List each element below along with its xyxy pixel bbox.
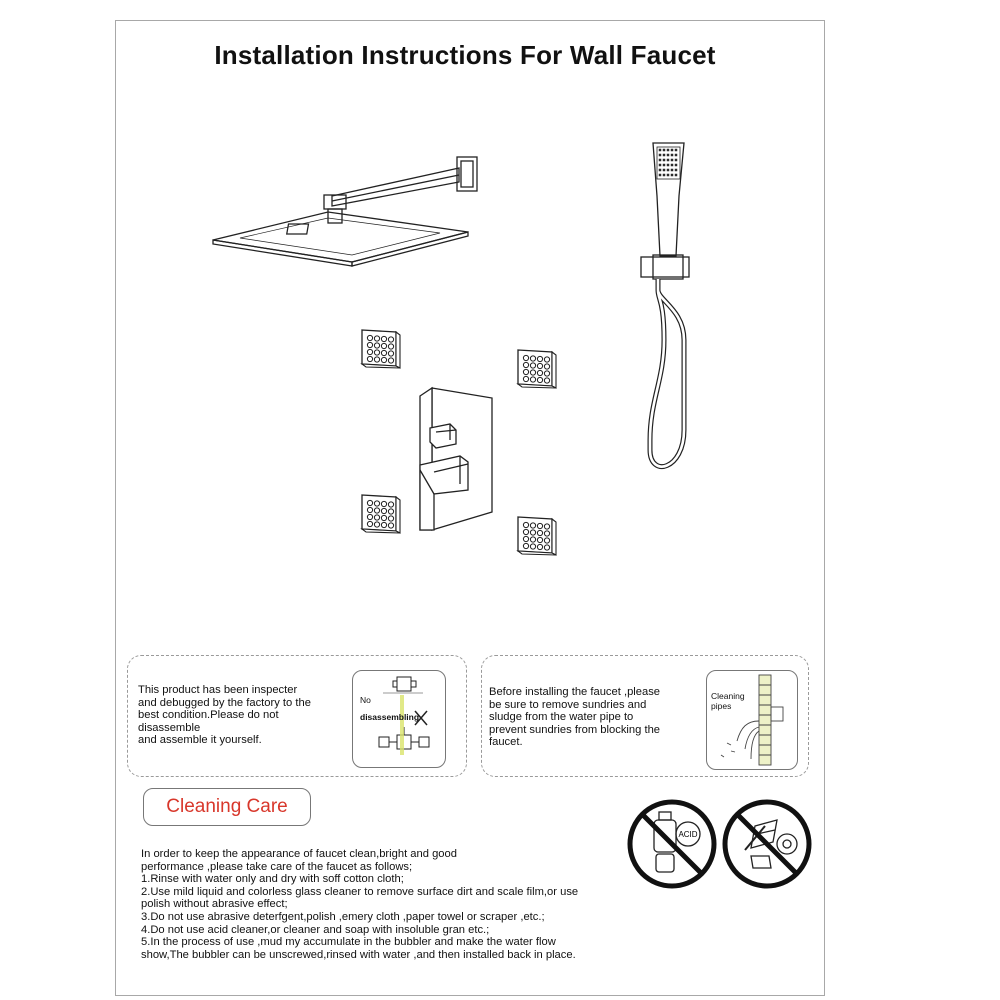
care-line: In order to keep the appearance of faucet clean,bright and good [141, 848, 457, 860]
cleaning-care-instructions [141, 848, 661, 961]
cleaning-pipes-illustration [706, 670, 798, 770]
cleaning-pipes-icon [707, 671, 797, 769]
body-jet-icon [518, 517, 556, 555]
notice-clean-pipes-text: Before installing the faucet ,please be sure to remove sundries and sludge from the water pipe to prevent sundries from blocking the faucet. [489, 686, 661, 748]
handheld-shower-icon [641, 143, 689, 467]
body-jet-icon [362, 495, 400, 533]
notice-no-disassembly-text: This product has been inspecter and debugged by the factory to the best condition.Please do not disassemble and assemble it yourself. [138, 684, 311, 746]
care-line: polish without abrasive effect; [141, 898, 288, 911]
acid-label: ACID [678, 830, 698, 839]
care-line: 1.Rinse with water only and dry with soff cotton cloth; [141, 873, 404, 886]
body-jet-icon [518, 350, 556, 388]
care-line: 2.Use mild liquid and colorless glass cleaner to remove surface dirt and scale film,or use [141, 885, 579, 898]
disassembling-label: disassembling [360, 712, 420, 722]
care-line: 5.In the process of use ,mud my accumulate in the bubbler and make the water flow [141, 936, 556, 949]
care-line: 3.Do not use abrasive deterfgent,polish ,emery cloth ,paper towel or scraper ,etc.; [141, 910, 545, 923]
cleaning-pipes-label: Cleaning pipes [711, 691, 745, 711]
body-jet-icon [362, 330, 400, 368]
cleaning-care-heading [143, 788, 311, 826]
care-line: 4.Do not use acid cleaner,or cleaner and soap with insoluble gran etc.; [141, 923, 490, 936]
no-disassembly-illustration [352, 670, 446, 768]
cleaning-care-heading-text: Cleaning Care [166, 796, 288, 817]
valve-trim-icon [420, 388, 492, 530]
care-line: performance ,please take care of the faucet as follows; [141, 860, 413, 873]
no-label: No [360, 695, 371, 705]
no-abrasive-icon [721, 798, 813, 890]
shower-head-icon [213, 157, 477, 266]
care-line: show,The bubbler can be unscrewed,rinsed with water ,and then installed back in place. [141, 948, 576, 961]
page-title: Installation Instructions For Wall Faucet [214, 40, 716, 70]
